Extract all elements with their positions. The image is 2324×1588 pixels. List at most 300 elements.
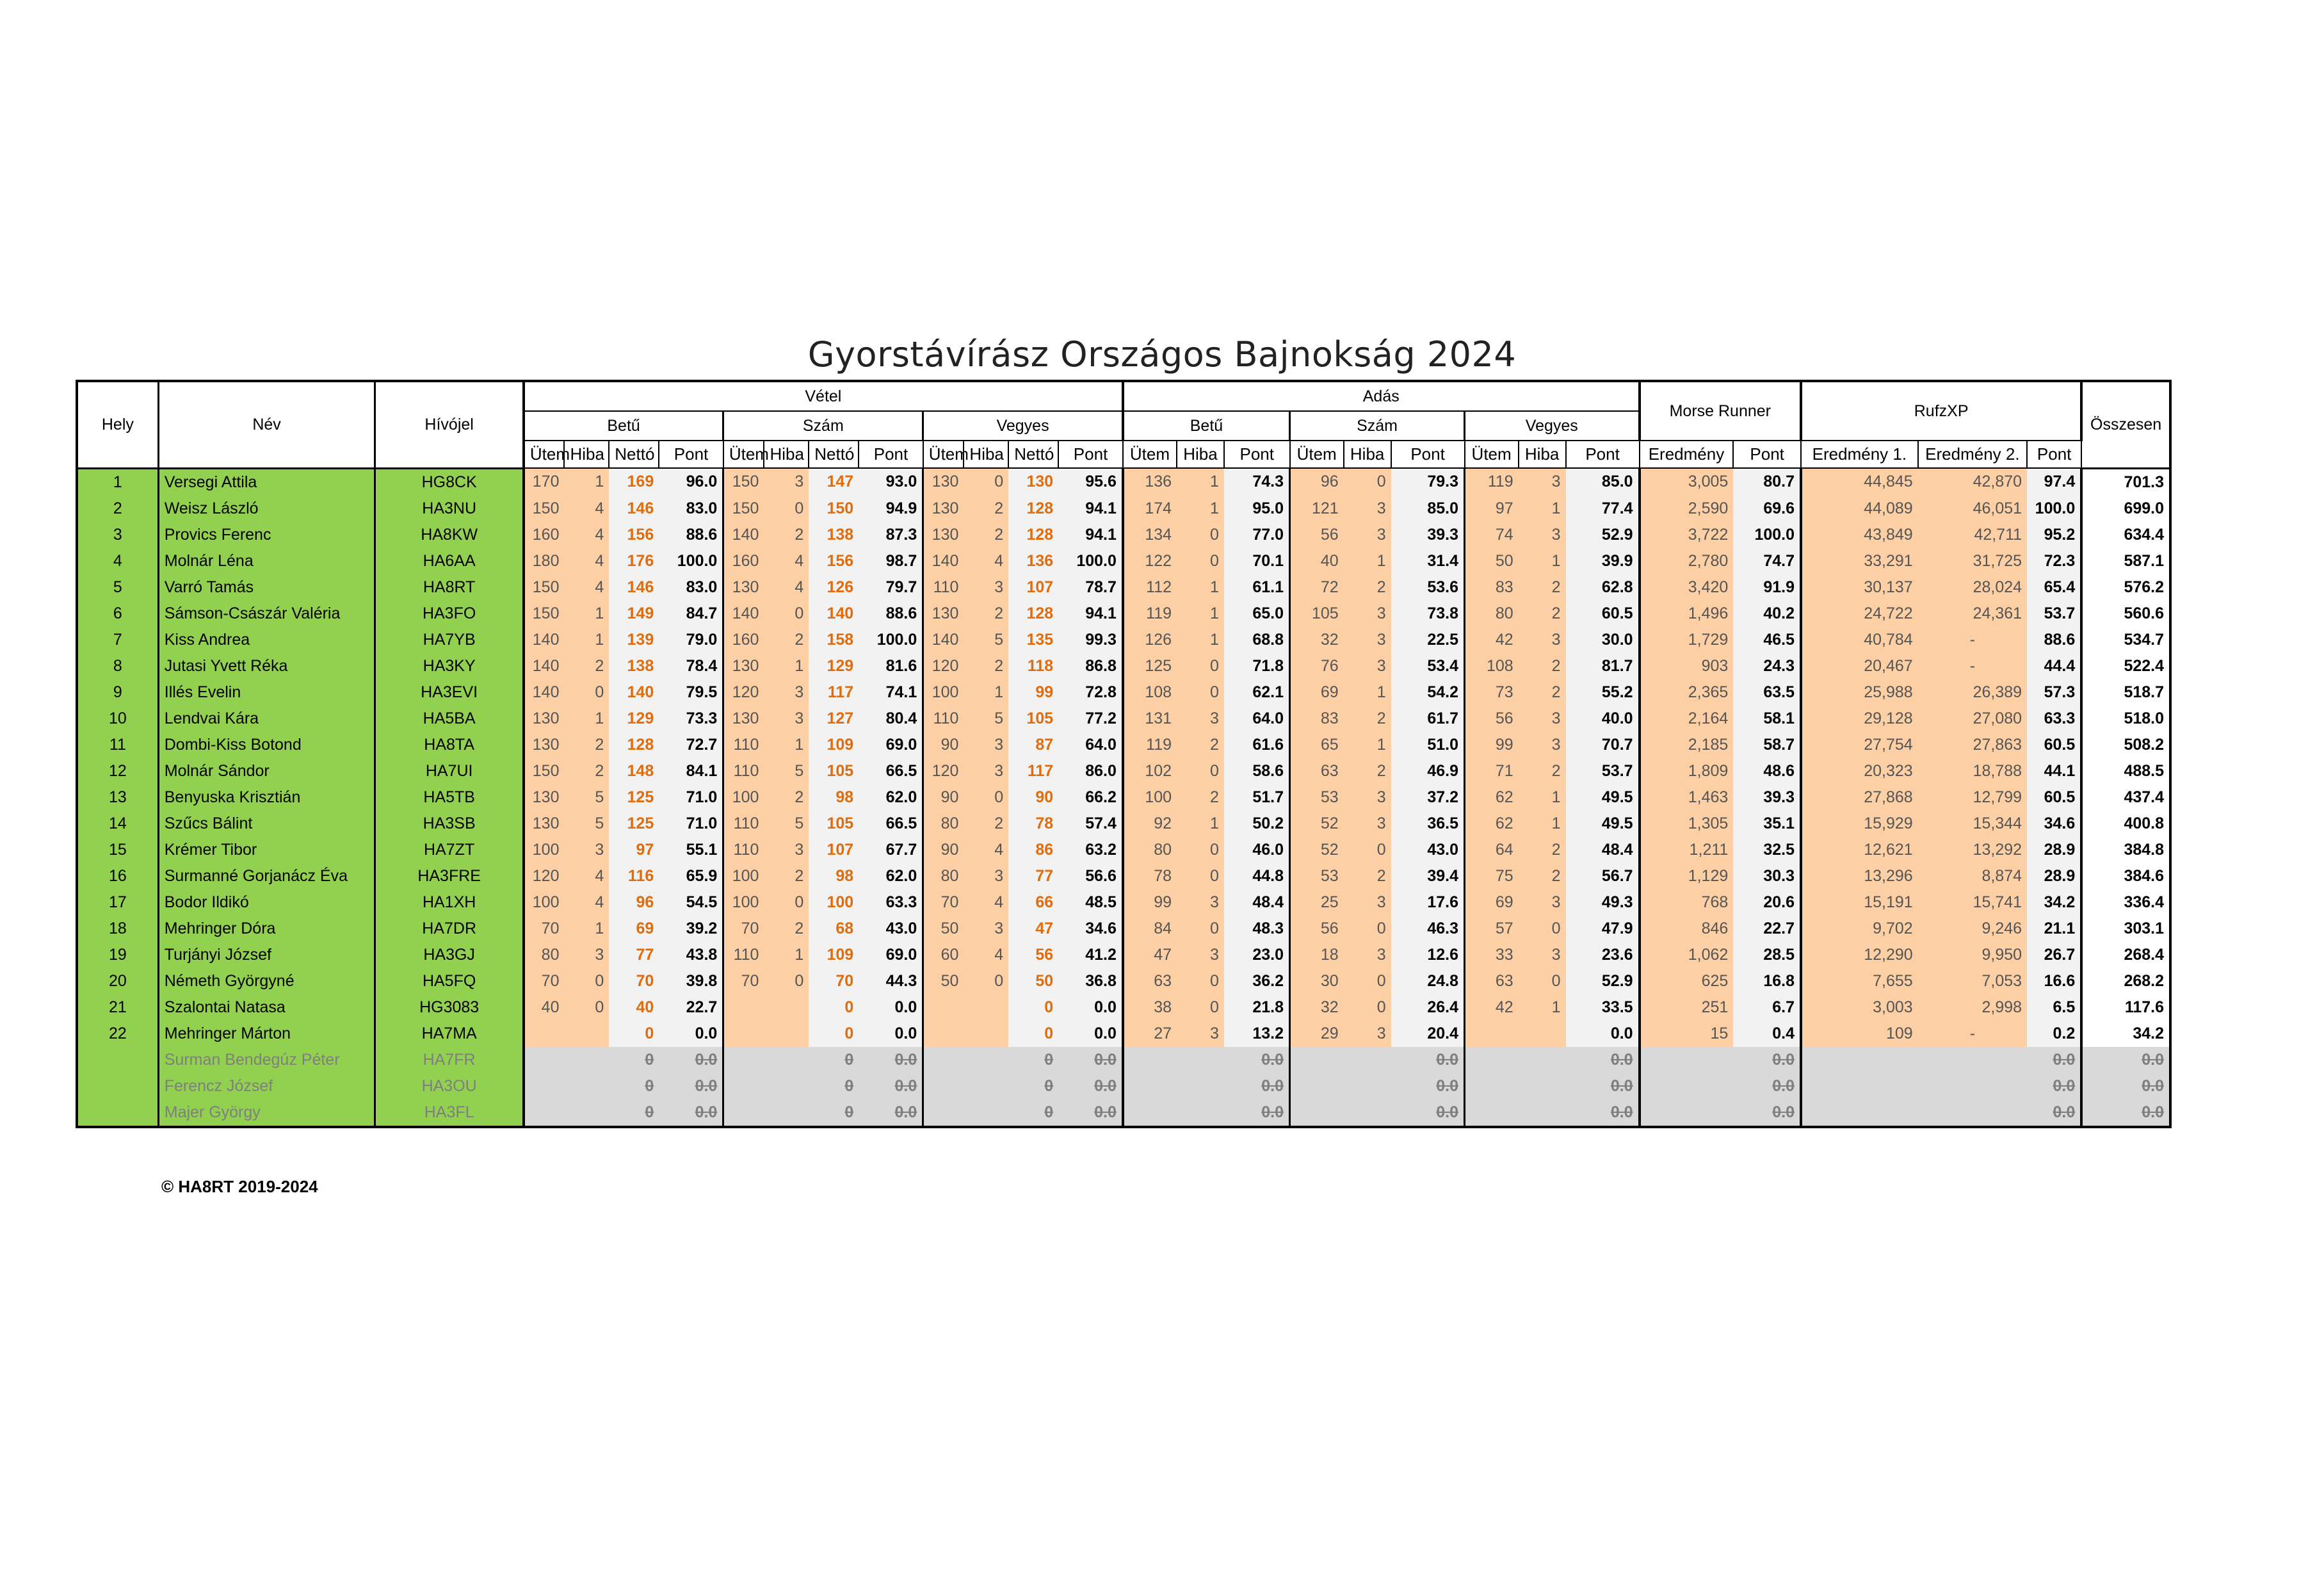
vetel-szam-pont: 100.0 — [859, 627, 923, 653]
vetel-vegyes-pont: 48.5 — [1058, 889, 1123, 916]
rufz-eredmeny1 — [1801, 1047, 1918, 1073]
rufz-pont: 34.6 — [2027, 811, 2081, 837]
adas-vegyes-pont: 39.9 — [1566, 548, 1640, 574]
adas-vegyes-pont: 60.5 — [1566, 601, 1640, 627]
adas-szam-pont: 36.5 — [1391, 811, 1465, 837]
morse-pont: 20.6 — [1733, 889, 1801, 916]
vetel-szam-netto: 105 — [809, 811, 859, 837]
vetel-szam-netto: 129 — [809, 653, 859, 679]
rufz-eredmeny2: - — [1918, 653, 2027, 679]
header-vetel-vegyes: Vegyes — [923, 411, 1123, 441]
vetel-vegyes-pont: 64.0 — [1058, 732, 1123, 758]
vetel-szam-netto: 0 — [809, 994, 859, 1021]
callsign-cell: HA3NU — [375, 496, 524, 522]
vetel-szam-pont: 63.3 — [859, 889, 923, 916]
vetel-vegyes-pont: 0.0 — [1058, 994, 1123, 1021]
adas-vegyes-utem: 50 — [1465, 548, 1519, 574]
morse-pont: 100.0 — [1733, 522, 1801, 548]
adas-szam-utem: 32 — [1290, 627, 1344, 653]
vetel-szam-utem — [723, 1073, 764, 1099]
morse-eredmeny: 15 — [1640, 1021, 1734, 1047]
adas-szam-hiba: 0 — [1344, 916, 1391, 942]
vetel-szam-pont: 0.0 — [859, 1099, 923, 1127]
rufz-pont: 95.2 — [2027, 522, 2081, 548]
rufz-pont: 0.0 — [2027, 1073, 2081, 1099]
adas-betu-pont: 71.8 — [1224, 653, 1290, 679]
name-cell: Turjányi József — [158, 942, 375, 968]
adas-betu-utem: 108 — [1123, 679, 1177, 706]
callsign-cell: HA6AA — [375, 548, 524, 574]
vetel-betu-pont: 79.5 — [659, 679, 723, 706]
adas-szam-pont: 31.4 — [1391, 548, 1465, 574]
adas-vegyes-hiba: 2 — [1519, 601, 1566, 627]
name-cell: Mehringer Dóra — [158, 916, 375, 942]
vetel-vegyes-hiba: 2 — [964, 653, 1008, 679]
vetel-betu-netto: 129 — [609, 706, 659, 732]
vetel-szam-pont: 0.0 — [859, 1073, 923, 1099]
adas-vegyes-pont: 0.0 — [1566, 1073, 1640, 1099]
osszesen-cell: 518.7 — [2124, 683, 2164, 701]
table-row — [77, 574, 2170, 601]
vetel-betu-netto: 96 — [609, 889, 659, 916]
adas-vegyes-utem — [1465, 1073, 1519, 1099]
vetel-vegyes-hiba: 3 — [964, 916, 1008, 942]
name-cell: Benyuska Krisztián — [158, 784, 375, 811]
adas-vegyes-pont: 33.5 — [1566, 994, 1640, 1021]
adas-vegyes-hiba: 1 — [1519, 496, 1566, 522]
subheader-pont: Pont — [1566, 441, 1640, 468]
subheader-eredmeny2: Eredmény 2. — [1918, 441, 2027, 468]
adas-szam-hiba — [1344, 1099, 1391, 1127]
adas-betu-pont: 48.4 — [1224, 889, 1290, 916]
vetel-betu-utem: 150 — [524, 758, 565, 784]
osszesen-cell: 488.5 — [2124, 761, 2164, 780]
disqualified-row — [77, 1073, 2170, 1099]
table-row — [77, 942, 2170, 968]
vetel-szam-hiba: 1 — [764, 653, 809, 679]
morse-pont: 16.8 — [1733, 968, 1801, 994]
vetel-vegyes-pont: 0.0 — [1058, 1021, 1123, 1047]
callsign-cell: HA3FL — [375, 1099, 524, 1127]
adas-betu-pont: 0.0 — [1224, 1073, 1290, 1099]
rufz-eredmeny2: 2,998 — [1918, 994, 2027, 1021]
vetel-szam-pont: 74.1 — [859, 679, 923, 706]
vetel-szam-netto: 0 — [809, 1099, 859, 1127]
subheader-utem: Ütem — [1123, 441, 1177, 468]
hely-cell: 1 — [77, 468, 158, 496]
adas-betu-utem: 125 — [1123, 653, 1177, 679]
vetel-betu-pont: 100.0 — [659, 548, 723, 574]
adas-szam-pont: 43.0 — [1391, 837, 1465, 863]
adas-vegyes-utem: 62 — [1465, 784, 1519, 811]
vetel-betu-utem — [524, 1073, 565, 1099]
morse-pont: 30.3 — [1733, 863, 1801, 889]
osszesen-cell: 560.6 — [2124, 604, 2164, 622]
adas-vegyes-hiba: 3 — [1519, 732, 1566, 758]
adas-vegyes-utem: 83 — [1465, 574, 1519, 601]
vetel-szam-pont: 0.0 — [859, 1047, 923, 1073]
callsign-cell: HA7DR — [375, 916, 524, 942]
vetel-szam-hiba: 2 — [764, 522, 809, 548]
vetel-vegyes-netto: 136 — [1008, 548, 1058, 574]
callsign-cell: HA3OU — [375, 1073, 524, 1099]
vetel-vegyes-pont: 86.8 — [1058, 653, 1123, 679]
adas-szam-utem: 105 — [1290, 601, 1344, 627]
adas-betu-pont: 64.0 — [1224, 706, 1290, 732]
osszesen-cell: 0.0 — [2081, 1047, 2170, 1073]
vetel-szam-netto: 98 — [809, 863, 859, 889]
adas-szam-utem: 40 — [1290, 548, 1344, 574]
adas-vegyes-pont: 48.4 — [1566, 837, 1640, 863]
adas-szam-hiba: 1 — [1344, 548, 1391, 574]
vetel-szam-netto: 0 — [809, 1047, 859, 1073]
adas-betu-hiba: 1 — [1177, 574, 1224, 601]
vetel-vegyes-hiba — [964, 1047, 1008, 1073]
adas-betu-pont: 51.7 — [1224, 784, 1290, 811]
table-row — [77, 732, 2170, 758]
adas-betu-pont: 58.6 — [1224, 758, 1290, 784]
vetel-vegyes-hiba: 3 — [964, 758, 1008, 784]
morse-eredmeny: 768 — [1640, 889, 1734, 916]
vetel-betu-pont: 96.0 — [659, 468, 723, 496]
vetel-betu-hiba: 4 — [564, 574, 609, 601]
rufz-eredmeny2: 7,053 — [1918, 968, 2027, 994]
morse-pont: 46.5 — [1733, 627, 1801, 653]
vetel-szam-pont: 88.6 — [859, 601, 923, 627]
rufz-eredmeny2: 42,870 — [1918, 468, 2027, 496]
vetel-vegyes-pont: 100.0 — [1058, 548, 1123, 574]
adas-vegyes-utem: 69 — [1465, 889, 1519, 916]
name-cell: Versegi Attila — [158, 468, 375, 496]
adas-vegyes-hiba — [1519, 1047, 1566, 1073]
morse-eredmeny: 1,463 — [1640, 784, 1734, 811]
vetel-vegyes-pont: 0.0 — [1058, 1099, 1123, 1127]
vetel-szam-hiba: 1 — [764, 942, 809, 968]
vetel-vegyes-pont: 66.2 — [1058, 784, 1123, 811]
vetel-betu-netto: 140 — [609, 679, 659, 706]
morse-eredmeny: 2,365 — [1640, 679, 1734, 706]
vetel-betu-netto: 146 — [609, 574, 659, 601]
vetel-betu-pont: 0.0 — [659, 1099, 723, 1127]
subheader-utem: Ütem — [1290, 441, 1344, 468]
vetel-betu-netto: 148 — [609, 758, 659, 784]
adas-szam-utem: 29 — [1290, 1021, 1344, 1047]
adas-betu-pont: 48.3 — [1224, 916, 1290, 942]
vetel-szam-pont: 44.3 — [859, 968, 923, 994]
vetel-vegyes-utem: 90 — [923, 837, 964, 863]
osszesen-cell: 268.4 — [2124, 945, 2164, 964]
vetel-vegyes-utem — [923, 994, 964, 1021]
vetel-szam-hiba — [764, 1099, 809, 1127]
morse-pont: 39.3 — [1733, 784, 1801, 811]
adas-szam-pont: 46.3 — [1391, 916, 1465, 942]
vetel-vegyes-utem: 140 — [923, 548, 964, 574]
vetel-betu-hiba: 0 — [564, 968, 609, 994]
morse-eredmeny: 251 — [1640, 994, 1734, 1021]
adas-betu-hiba: 0 — [1177, 968, 1224, 994]
vetel-betu-hiba: 2 — [564, 758, 609, 784]
vetel-betu-hiba: 2 — [564, 653, 609, 679]
vetel-vegyes-pont: 77.2 — [1058, 706, 1123, 732]
adas-vegyes-hiba — [1519, 1073, 1566, 1099]
vetel-betu-utem: 130 — [524, 811, 565, 837]
vetel-betu-hiba: 5 — [564, 811, 609, 837]
adas-szam-hiba: 3 — [1344, 811, 1391, 837]
vetel-szam-utem: 110 — [723, 837, 764, 863]
table-row — [77, 548, 2170, 574]
adas-betu-pont: 36.2 — [1224, 968, 1290, 994]
morse-eredmeny: 1,809 — [1640, 758, 1734, 784]
hely-cell: 5 — [77, 574, 158, 601]
rufz-eredmeny1: 30,137 — [1801, 574, 1918, 601]
adas-szam-hiba: 0 — [1344, 994, 1391, 1021]
vetel-szam-hiba: 4 — [764, 574, 809, 601]
morse-eredmeny: 846 — [1640, 916, 1734, 942]
header-hely: Hely — [77, 381, 158, 468]
morse-pont: 58.1 — [1733, 706, 1801, 732]
vetel-szam-netto: 0 — [809, 1021, 859, 1047]
adas-betu-utem: 126 — [1123, 627, 1177, 653]
vetel-betu-netto: 116 — [609, 863, 659, 889]
adas-szam-hiba: 3 — [1344, 1021, 1391, 1047]
callsign-cell: HG8CK — [375, 468, 524, 496]
vetel-szam-pont: 43.0 — [859, 916, 923, 942]
vetel-szam-utem: 160 — [723, 548, 764, 574]
adas-betu-utem: 136 — [1123, 468, 1177, 496]
subheader-hiba: Hiba — [1519, 441, 1566, 468]
vetel-vegyes-pont: 78.7 — [1058, 574, 1123, 601]
adas-szam-utem: 56 — [1290, 916, 1344, 942]
vetel-szam-hiba: 5 — [764, 811, 809, 837]
adas-betu-pont: 74.3 — [1224, 468, 1290, 496]
morse-pont: 48.6 — [1733, 758, 1801, 784]
vetel-szam-hiba: 2 — [764, 627, 809, 653]
adas-vegyes-hiba: 1 — [1519, 784, 1566, 811]
rufz-eredmeny1: 27,754 — [1801, 732, 1918, 758]
table-row — [77, 522, 2170, 548]
vetel-szam-netto: 126 — [809, 574, 859, 601]
adas-vegyes-hiba: 3 — [1519, 889, 1566, 916]
vetel-betu-netto: 156 — [609, 522, 659, 548]
table-row — [77, 1021, 2170, 1047]
vetel-betu-utem: 100 — [524, 889, 565, 916]
adas-betu-utem: 112 — [1123, 574, 1177, 601]
vetel-szam-hiba: 3 — [764, 468, 809, 496]
adas-szam-hiba: 3 — [1344, 522, 1391, 548]
rufz-eredmeny2: 31,725 — [1918, 548, 2027, 574]
rufz-eredmeny1: 7,655 — [1801, 968, 1918, 994]
rufz-eredmeny1: 27,868 — [1801, 784, 1918, 811]
vetel-vegyes-pont: 95.6 — [1058, 468, 1123, 496]
name-cell: Majer György — [158, 1099, 375, 1127]
adas-szam-utem — [1290, 1099, 1344, 1127]
vetel-szam-utem: 70 — [723, 968, 764, 994]
vetel-szam-hiba: 0 — [764, 968, 809, 994]
rufz-eredmeny1: 109 — [1801, 1021, 1918, 1047]
adas-vegyes-utem: 119 — [1465, 468, 1519, 496]
vetel-betu-netto: 125 — [609, 811, 659, 837]
vetel-szam-hiba: 1 — [764, 732, 809, 758]
adas-vegyes-hiba: 3 — [1519, 522, 1566, 548]
adas-betu-pont: 61.1 — [1224, 574, 1290, 601]
vetel-szam-pont: 0.0 — [859, 1021, 923, 1047]
callsign-cell: HA7ZT — [375, 837, 524, 863]
name-cell: Molnár Léna — [158, 548, 375, 574]
name-cell: Szalontai Natasa — [158, 994, 375, 1021]
vetel-vegyes-netto: 77 — [1008, 863, 1058, 889]
vetel-vegyes-utem — [923, 1073, 964, 1099]
results-table — [76, 380, 2172, 1128]
osszesen-cell: 268.2 — [2124, 971, 2164, 990]
vetel-betu-netto: 70 — [609, 968, 659, 994]
adas-betu-hiba — [1177, 1099, 1224, 1127]
morse-pont: 40.2 — [1733, 601, 1801, 627]
vetel-betu-utem — [524, 1099, 565, 1127]
hely-cell: 7 — [77, 627, 158, 653]
hely-cell: 6 — [77, 601, 158, 627]
adas-vegyes-hiba: 2 — [1519, 574, 1566, 601]
vetel-vegyes-pont: 36.8 — [1058, 968, 1123, 994]
vetel-betu-pont: 71.0 — [659, 784, 723, 811]
adas-vegyes-hiba: 0 — [1519, 968, 1566, 994]
adas-betu-utem: 92 — [1123, 811, 1177, 837]
subheader-hiba: Hiba — [764, 441, 809, 468]
vetel-betu-utem: 150 — [524, 601, 565, 627]
vetel-vegyes-netto: 66 — [1008, 889, 1058, 916]
adas-betu-pont: 23.0 — [1224, 942, 1290, 968]
vetel-szam-hiba: 2 — [764, 863, 809, 889]
adas-vegyes-pont: 49.5 — [1566, 784, 1640, 811]
vetel-szam-utem: 110 — [723, 732, 764, 758]
vetel-szam-pont: 66.5 — [859, 758, 923, 784]
vetel-vegyes-netto: 130 — [1008, 468, 1058, 496]
name-cell: Sámson-Császár Valéria — [158, 601, 375, 627]
rufz-pont: 97.4 — [2027, 468, 2081, 496]
rufz-pont: 65.4 — [2027, 574, 2081, 601]
adas-vegyes-pont: 56.7 — [1566, 863, 1640, 889]
vetel-szam-netto: 70 — [809, 968, 859, 994]
rufz-eredmeny2: 42,711 — [1918, 522, 2027, 548]
vetel-betu-pont: 22.7 — [659, 994, 723, 1021]
table-row — [77, 889, 2170, 916]
name-cell: Dombi-Kiss Botond — [158, 732, 375, 758]
adas-betu-hiba: 0 — [1177, 548, 1224, 574]
morse-eredmeny: 2,185 — [1640, 732, 1734, 758]
name-cell: Mehringer Márton — [158, 1021, 375, 1047]
vetel-betu-utem: 80 — [524, 942, 565, 968]
adas-szam-hiba — [1344, 1047, 1391, 1073]
vetel-szam-netto: 158 — [809, 627, 859, 653]
adas-betu-utem: 99 — [1123, 889, 1177, 916]
subheader-pont: Pont — [1733, 441, 1801, 468]
rufz-eredmeny2 — [1918, 1047, 2027, 1073]
vetel-betu-hiba: 0 — [564, 994, 609, 1021]
adas-szam-hiba: 3 — [1344, 601, 1391, 627]
morse-pont: 0.0 — [1733, 1047, 1801, 1073]
morse-pont: 91.9 — [1733, 574, 1801, 601]
morse-pont: 0.4 — [1733, 1021, 1801, 1047]
hely-cell: 8 — [77, 653, 158, 679]
hely-cell: 19 — [77, 942, 158, 968]
rufz-pont: 26.7 — [2027, 942, 2081, 968]
vetel-vegyes-netto: 0 — [1008, 1047, 1058, 1073]
adas-betu-utem: 122 — [1123, 548, 1177, 574]
rufz-pont: 88.6 — [2027, 627, 2081, 653]
subheader-hiba: Hiba — [964, 441, 1008, 468]
rufz-eredmeny1: 13,296 — [1801, 863, 1918, 889]
vetel-vegyes-utem: 120 — [923, 653, 964, 679]
adas-betu-utem — [1123, 1047, 1177, 1073]
adas-szam-pont: 0.0 — [1391, 1099, 1465, 1127]
vetel-vegyes-utem: 100 — [923, 679, 964, 706]
vetel-vegyes-pont: 0.0 — [1058, 1073, 1123, 1099]
vetel-betu-netto: 149 — [609, 601, 659, 627]
adas-szam-hiba: 0 — [1344, 968, 1391, 994]
morse-eredmeny: 3,722 — [1640, 522, 1734, 548]
adas-betu-utem: 63 — [1123, 968, 1177, 994]
vetel-vegyes-netto: 128 — [1008, 601, 1058, 627]
vetel-betu-pont: 79.0 — [659, 627, 723, 653]
adas-vegyes-pont: 52.9 — [1566, 968, 1640, 994]
adas-vegyes-utem: 62 — [1465, 811, 1519, 837]
hely-cell: 13 — [77, 784, 158, 811]
vetel-szam-utem: 140 — [723, 601, 764, 627]
morse-pont: 35.1 — [1733, 811, 1801, 837]
vetel-vegyes-hiba: 4 — [964, 889, 1008, 916]
rufz-eredmeny2 — [1918, 1073, 2027, 1099]
adas-szam-pont: 46.9 — [1391, 758, 1465, 784]
subheader-utem: Ütem — [524, 441, 565, 468]
vetel-vegyes-utem: 70 — [923, 889, 964, 916]
table-row — [77, 653, 2170, 679]
hely-cell: 11 — [77, 732, 158, 758]
osszesen-cell: 384.6 — [2124, 866, 2164, 885]
name-cell: Németh Györgyné — [158, 968, 375, 994]
vetel-vegyes-utem: 50 — [923, 916, 964, 942]
vetel-betu-hiba: 3 — [564, 942, 609, 968]
adas-betu-pont: 46.0 — [1224, 837, 1290, 863]
vetel-betu-utem: 160 — [524, 522, 565, 548]
vetel-vegyes-hiba: 4 — [964, 837, 1008, 863]
vetel-vegyes-netto: 90 — [1008, 784, 1058, 811]
rufz-eredmeny1: 44,089 — [1801, 496, 1918, 522]
vetel-vegyes-netto: 47 — [1008, 916, 1058, 942]
adas-vegyes-pont: 77.4 — [1566, 496, 1640, 522]
vetel-vegyes-pont: 99.3 — [1058, 627, 1123, 653]
adas-vegyes-pont: 55.2 — [1566, 679, 1640, 706]
vetel-szam-utem — [723, 1099, 764, 1127]
callsign-cell: HA8KW — [375, 522, 524, 548]
vetel-vegyes-utem: 130 — [923, 522, 964, 548]
vetel-vegyes-hiba — [964, 1099, 1008, 1127]
adas-szam-pont: 51.0 — [1391, 732, 1465, 758]
osszesen-cell: 534.7 — [2124, 630, 2164, 649]
header-adas-vegyes: Vegyes — [1465, 411, 1640, 441]
vetel-szam-pont: 0.0 — [859, 994, 923, 1021]
vetel-betu-netto: 128 — [609, 732, 659, 758]
callsign-cell: HA3GJ — [375, 942, 524, 968]
vetel-betu-utem: 130 — [524, 784, 565, 811]
name-cell: Varró Tamás — [158, 574, 375, 601]
callsign-cell: HA5BA — [375, 706, 524, 732]
table-row — [77, 837, 2170, 863]
vetel-szam-netto: 98 — [809, 784, 859, 811]
osszesen-cell: 634.4 — [2124, 525, 2164, 544]
vetel-vegyes-hiba: 3 — [964, 732, 1008, 758]
vetel-betu-utem: 140 — [524, 653, 565, 679]
table-row — [77, 468, 2170, 496]
adas-betu-utem: 134 — [1123, 522, 1177, 548]
